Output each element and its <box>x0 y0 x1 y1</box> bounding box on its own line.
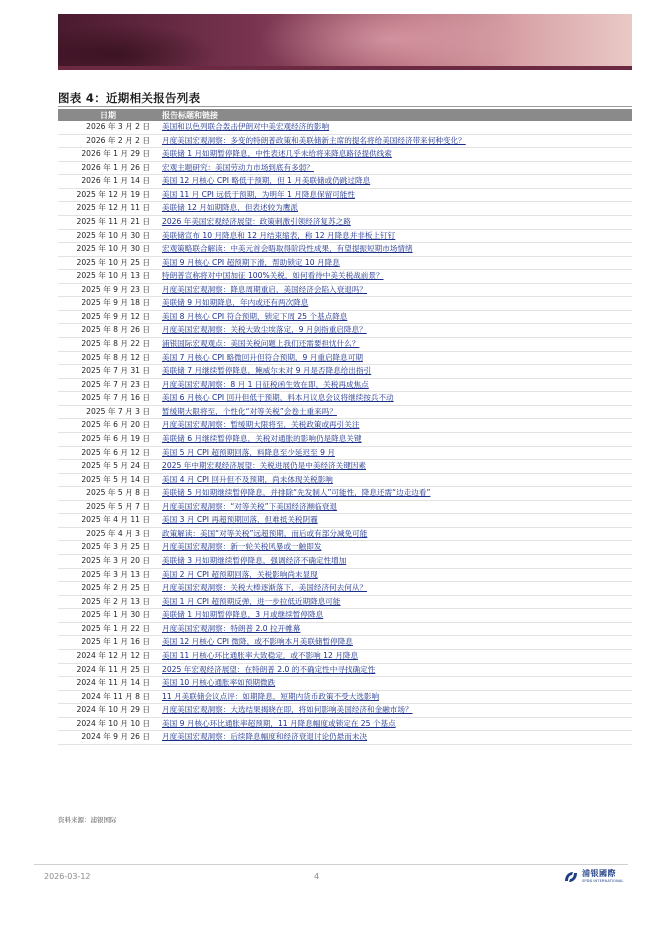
report-date: 2025 年 9 月 23 日 <box>58 283 158 297</box>
report-date: 2025 年 5 月 7 日 <box>58 500 158 514</box>
report-title-cell <box>158 270 632 284</box>
report-title-cell <box>158 609 632 623</box>
report-link[interactable]: 月度美国宏观洞察：大选结果揭晓在即，将如何影响美国经济和金融市场？ <box>162 705 413 715</box>
report-title-cell <box>158 582 632 596</box>
report-title-cell <box>158 175 632 189</box>
table-row <box>58 432 632 446</box>
table-row <box>58 636 632 650</box>
report-link[interactable]: 美国 11 月核心环比通胀率大致稳定，或不影响 12 月降息 <box>162 650 359 660</box>
report-date: 2024 年 10 月 10 日 <box>58 717 158 731</box>
banner-glow <box>258 14 518 66</box>
footer-divider <box>34 864 628 865</box>
report-title-cell <box>158 704 632 718</box>
table-row <box>58 161 632 175</box>
report-link[interactable]: 2025 年宏观经济展望：在特朗普 2.0 的不确定性中寻找确定性 <box>162 664 376 674</box>
report-date: 2025 年 10 月 25 日 <box>58 256 158 270</box>
report-link[interactable]: 美国 8 月核心 CPI 符合预期，锁定下周 25 个基点降息 <box>162 311 348 321</box>
table-row <box>58 622 632 636</box>
report-title-cell <box>158 677 632 691</box>
report-date: 2025 年 7 月 23 日 <box>58 378 158 392</box>
table-row <box>58 446 632 460</box>
report-title-cell <box>158 649 632 663</box>
table-row <box>58 460 632 474</box>
report-date: 2025 年 3 月 13 日 <box>58 568 158 582</box>
report-link[interactable]: 2025 年中期宏观经济展望：关税进展仍是中美经济关键因素 <box>162 461 366 471</box>
table-row <box>58 663 632 677</box>
report-date: 2025 年 8 月 26 日 <box>58 324 158 338</box>
report-date: 2025 年 4 月 3 日 <box>58 527 158 541</box>
report-date: 2025 年 6 月 19 日 <box>58 432 158 446</box>
figure-title-divider <box>58 106 632 107</box>
report-title-cell <box>158 432 632 446</box>
report-date: 2025 年 2 月 25 日 <box>58 582 158 596</box>
header-banner <box>58 14 632 66</box>
report-date: 2026 年 1 月 14 日 <box>58 175 158 189</box>
report-title-cell <box>158 351 632 365</box>
report-link[interactable]: 美国 11 月 CPI 远低于预期，为明年 1 月降息保留可能性 <box>162 189 355 199</box>
report-title-cell <box>158 690 632 704</box>
table-row <box>58 677 632 691</box>
report-date: 2024 年 11 月 8 日 <box>58 690 158 704</box>
report-link[interactable]: 月度美国宏观洞察：“对等关税”下美国经济濒临衰退 <box>162 501 337 511</box>
table-row <box>58 527 632 541</box>
report-link[interactable]: 月度美国宏观洞察：新一轮关税风暴或一触即发 <box>162 542 322 552</box>
report-date: 2025 年 3 月 20 日 <box>58 555 158 569</box>
report-link[interactable]: 美国 3 月 CPI 再超预期回落，但难抵关税阴霾 <box>162 515 318 525</box>
report-date: 2025 年 10 月 30 日 <box>58 243 158 257</box>
report-title-cell <box>158 555 632 569</box>
report-date: 2024 年 9 月 26 日 <box>58 731 158 745</box>
table-row <box>58 717 632 731</box>
table-row <box>58 595 632 609</box>
report-date: 2025 年 9 月 18 日 <box>58 297 158 311</box>
report-link[interactable]: 美国和以色列联合轰击伊朗对中美宏观经济的影响 <box>162 122 330 131</box>
report-link[interactable]: 美国 2 月 CPI 超预期回落，关税影响尚未显现 <box>162 569 318 579</box>
report-date: 2025 年 10 月 13 日 <box>58 270 158 284</box>
report-title-cell <box>158 161 632 175</box>
table-row <box>58 649 632 663</box>
report-link[interactable]: 特朗普宣称将对中国加征 100%关税，如何看待中美关税战前景？ <box>162 271 384 281</box>
column-header-date: 日期 <box>58 109 158 121</box>
report-title-cell <box>158 121 632 134</box>
footer-date: 2026-03-12 <box>44 872 91 881</box>
table-row <box>58 202 632 216</box>
table-row <box>58 704 632 718</box>
report-date: 2025 年 11 月 21 日 <box>58 215 158 229</box>
report-link[interactable]: 宏观策略联合解读：中美元首会晤取得阶段性成果，有望提振短期市场情绪 <box>162 244 413 254</box>
report-date: 2025 年 1 月 22 日 <box>58 622 158 636</box>
report-title-cell <box>158 500 632 514</box>
report-link[interactable]: 美国 7 月核心 CPI 略微回升但符合预期，9 月重启降息可期 <box>162 352 363 362</box>
table-row <box>58 175 632 189</box>
report-link[interactable]: 美联储宣布 10 月降息和 12 月结束缩表，称 12 月降息并非板上钉钉 <box>162 230 396 240</box>
table-row <box>58 310 632 324</box>
report-link[interactable]: 美国 10 月核心通胀率如预期微跌 <box>162 678 276 688</box>
logo-mark-icon <box>563 869 579 885</box>
table-row <box>58 338 632 352</box>
table-row <box>58 378 632 392</box>
figure-title: 图表 4：近期相关报告列表 <box>58 91 201 105</box>
banner-shadow <box>58 24 218 66</box>
report-title-cell <box>158 541 632 555</box>
report-link[interactable]: 月度美国宏观洞察：关税大致尘埃落定，9 月剑指重启降息？ <box>162 325 367 335</box>
report-title-cell <box>158 392 632 406</box>
report-link[interactable]: 11 月美联储会议点评：如期降息，短期内货币政策不受大选影响 <box>162 691 380 701</box>
banner-stripe <box>58 66 632 70</box>
report-date: 2025 年 8 月 12 日 <box>58 351 158 365</box>
report-title-cell <box>158 297 632 311</box>
report-date: 2026 年 3 月 2 日 <box>58 121 158 134</box>
report-title-cell <box>158 622 632 636</box>
report-date: 2025 年 7 月 31 日 <box>58 365 158 379</box>
table-row <box>58 500 632 514</box>
report-link[interactable]: 月度美国宏观洞察：暂缓期大限将至，关税政策或再引关注 <box>162 420 360 430</box>
report-link[interactable]: 月度美国宏观洞察：后续降息幅度和经济衰退讨论仍悬而未决 <box>162 732 368 742</box>
report-link[interactable]: 美国 6 月核心 CPI 回升但低于预期，料本月议息会议将继续按兵不动 <box>162 393 394 403</box>
company-logo <box>563 868 625 888</box>
report-date: 2024 年 11 月 25 日 <box>58 663 158 677</box>
report-title-cell <box>158 188 632 202</box>
report-link[interactable]: 月度美国宏观洞察：关税大棒逐渐落下，美国经济何去何从？ <box>162 583 368 593</box>
table-row <box>58 188 632 202</box>
logo-name: 浦银國際 <box>582 869 616 878</box>
table-row <box>58 541 632 555</box>
table-row <box>58 283 632 297</box>
report-date: 2025 年 5 月 14 日 <box>58 473 158 487</box>
report-link[interactable]: 美联储 6 月继续暂停降息，关税对通胀的影响仍是降息关键 <box>162 433 362 443</box>
table-row <box>58 487 632 501</box>
report-title-cell <box>158 134 632 148</box>
report-title-cell <box>158 148 632 162</box>
column-header-title: 报告标题和链接 <box>158 109 632 121</box>
table-row <box>58 365 632 379</box>
report-link[interactable]: 美联储 9 月如期降息，年内或还有两次降息 <box>162 298 309 308</box>
table-row <box>58 121 632 134</box>
table-row <box>58 215 632 229</box>
report-link[interactable]: 月度美国宏观洞察：8 月 1 日征税函生效在即，关税再成焦点 <box>162 379 369 389</box>
report-link[interactable]: 美国 12 月核心 CPI 略低于预期，但 1 月美联储或仍跳过降息 <box>162 176 371 186</box>
report-date: 2025 年 5 月 24 日 <box>58 460 158 474</box>
report-title-cell <box>158 514 632 528</box>
table-row <box>58 324 632 338</box>
page-number: 4 <box>314 872 320 881</box>
report-date: 2025 年 4 月 11 日 <box>58 514 158 528</box>
report-date: 2026 年 1 月 29 日 <box>58 148 158 162</box>
report-title-cell <box>158 229 632 243</box>
report-title-cell <box>158 324 632 338</box>
table-row <box>58 405 632 419</box>
table-row <box>58 555 632 569</box>
table-row <box>58 270 632 284</box>
report-date: 2026 年 2 月 2 日 <box>58 134 158 148</box>
report-title-cell <box>158 405 632 419</box>
report-date: 2025 年 1 月 30 日 <box>58 609 158 623</box>
report-title-cell <box>158 338 632 352</box>
report-link[interactable]: 月度美国宏观洞察：特朗普 2.0 拉开帷幕 <box>162 623 301 633</box>
table-row <box>58 731 632 745</box>
report-link[interactable]: 美联储 5 月如期继续暂停降息，并排除“先发制人”可能性，降息还需“边走边看” <box>162 488 431 498</box>
report-title-cell <box>158 378 632 392</box>
report-date: 2025 年 8 月 22 日 <box>58 338 158 352</box>
table-row <box>58 243 632 257</box>
report-list-body <box>58 121 632 744</box>
report-link[interactable]: 宏观主题研究：美国劳动力市场到底有多弱？ <box>162 162 314 172</box>
report-list-table <box>58 109 632 745</box>
report-link[interactable]: 月度美国宏观洞察：多变的特朗普政策和美联储新主席的提名将给美国经济带来何种变化？ <box>162 135 466 145</box>
report-link[interactable]: 暂缓期大限将至，个性化“对等关税”会卷土重来吗？ <box>162 406 337 416</box>
report-title-cell <box>158 215 632 229</box>
report-date: 2025 年 6 月 20 日 <box>58 419 158 433</box>
report-link[interactable]: 美联储 12 月如期降息，但表述较为鹰派 <box>162 203 298 213</box>
table-row <box>58 473 632 487</box>
report-date: 2025 年 7 月 16 日 <box>58 392 158 406</box>
table-header-row <box>58 109 632 121</box>
report-title-cell <box>158 202 632 216</box>
report-link[interactable]: 美联储 1 月如期暂停降息，中性表述几乎未给将来降息路径提供线索 <box>162 149 392 159</box>
table-row <box>58 514 632 528</box>
table-row <box>58 229 632 243</box>
table-row <box>58 419 632 433</box>
report-title-cell <box>158 636 632 650</box>
report-date: 2025 年 5 月 8 日 <box>58 487 158 501</box>
report-title-cell <box>158 419 632 433</box>
table-row <box>58 609 632 623</box>
table-row <box>58 134 632 148</box>
report-link[interactable]: 2026 年美国宏观经济展望：政策刺激引领经济复苏之路 <box>162 216 351 226</box>
report-title-cell <box>158 243 632 257</box>
table-row <box>58 256 632 270</box>
report-title-cell <box>158 283 632 297</box>
table-row <box>58 392 632 406</box>
table-row <box>58 568 632 582</box>
report-link[interactable]: 美国 9 月核心环比通胀率超预期，11 月降息幅度或锁定在 25 个基点 <box>162 718 396 728</box>
report-title-cell <box>158 568 632 582</box>
table-row <box>58 148 632 162</box>
report-link[interactable]: 美国 4 月 CPI 回升但不及预期，尚未体现关税影响 <box>162 474 333 484</box>
report-link[interactable]: 浦银国际宏观观点：美国关税问题上我们还需要担忧什么？ <box>162 339 360 348</box>
report-title-cell <box>158 595 632 609</box>
report-title-cell <box>158 256 632 270</box>
report-title-cell <box>158 446 632 460</box>
report-date: 2025 年 12 月 11 日 <box>58 202 158 216</box>
report-link[interactable]: 月度美国宏观洞察：降息周期重启，美国经济会陷入衰退吗？ <box>162 284 368 294</box>
report-link[interactable]: 美国 5 月 CPI 超预期回落，料降息至少延迟至 9 月 <box>162 447 335 457</box>
report-link[interactable]: 美联储 1 月如期暂停降息，3 月或继续暂停降息 <box>162 610 324 620</box>
report-date: 2025 年 12 月 19 日 <box>58 188 158 202</box>
report-link[interactable]: 美国 12 月核心 CPI 微降，或不影响本月美联储暂停降息 <box>162 637 353 647</box>
source-note: 资料来源：浦银国际 <box>58 816 117 824</box>
report-date: 2024 年 11 月 14 日 <box>58 677 158 691</box>
report-title-cell <box>158 663 632 677</box>
report-date: 2025 年 6 月 12 日 <box>58 446 158 460</box>
report-link[interactable]: 政策解读：美国“对等关税”远超预期，而后或有部分减免可能 <box>162 528 368 538</box>
report-title-cell <box>158 527 632 541</box>
report-title-cell <box>158 731 632 745</box>
report-title-cell <box>158 487 632 501</box>
report-link[interactable]: 美联储 3 月如期继续暂停降息，强调经济不确定性增加 <box>162 556 347 565</box>
report-title-cell <box>158 717 632 731</box>
table-row <box>58 351 632 365</box>
table-row <box>58 297 632 311</box>
table-row <box>58 690 632 704</box>
report-date: 2025 年 2 月 13 日 <box>58 595 158 609</box>
report-title-cell <box>158 365 632 379</box>
report-link[interactable]: 美国 1 月 CPI 超预期反弹，进一步拉低近期降息可能 <box>162 596 341 606</box>
report-link[interactable]: 美国 9 月核心 CPI 超预期下滑，帮助锁定 10 月降息 <box>162 257 340 267</box>
table-row <box>58 582 632 596</box>
report-date: 2025 年 3 月 25 日 <box>58 541 158 555</box>
report-date: 2025 年 10 月 30 日 <box>58 229 158 243</box>
report-title-cell <box>158 310 632 324</box>
report-title-cell <box>158 460 632 474</box>
report-date: 2025 年 1 月 16 日 <box>58 636 158 650</box>
report-date: 2026 年 1 月 26 日 <box>58 161 158 175</box>
logo-subtitle: SPDB INTERNATIONAL <box>582 879 624 883</box>
report-date: 2025 年 9 月 12 日 <box>58 310 158 324</box>
report-link[interactable]: 美联储 7 月继续暂停降息，鲍威尔未对 9 月是否降息给出指引 <box>162 366 372 376</box>
report-date: 2024 年 10 月 29 日 <box>58 704 158 718</box>
report-date: 2024 年 12 月 12 日 <box>58 649 158 663</box>
report-title-cell <box>158 473 632 487</box>
report-date: 2025 年 7 月 3 日 <box>58 405 158 419</box>
